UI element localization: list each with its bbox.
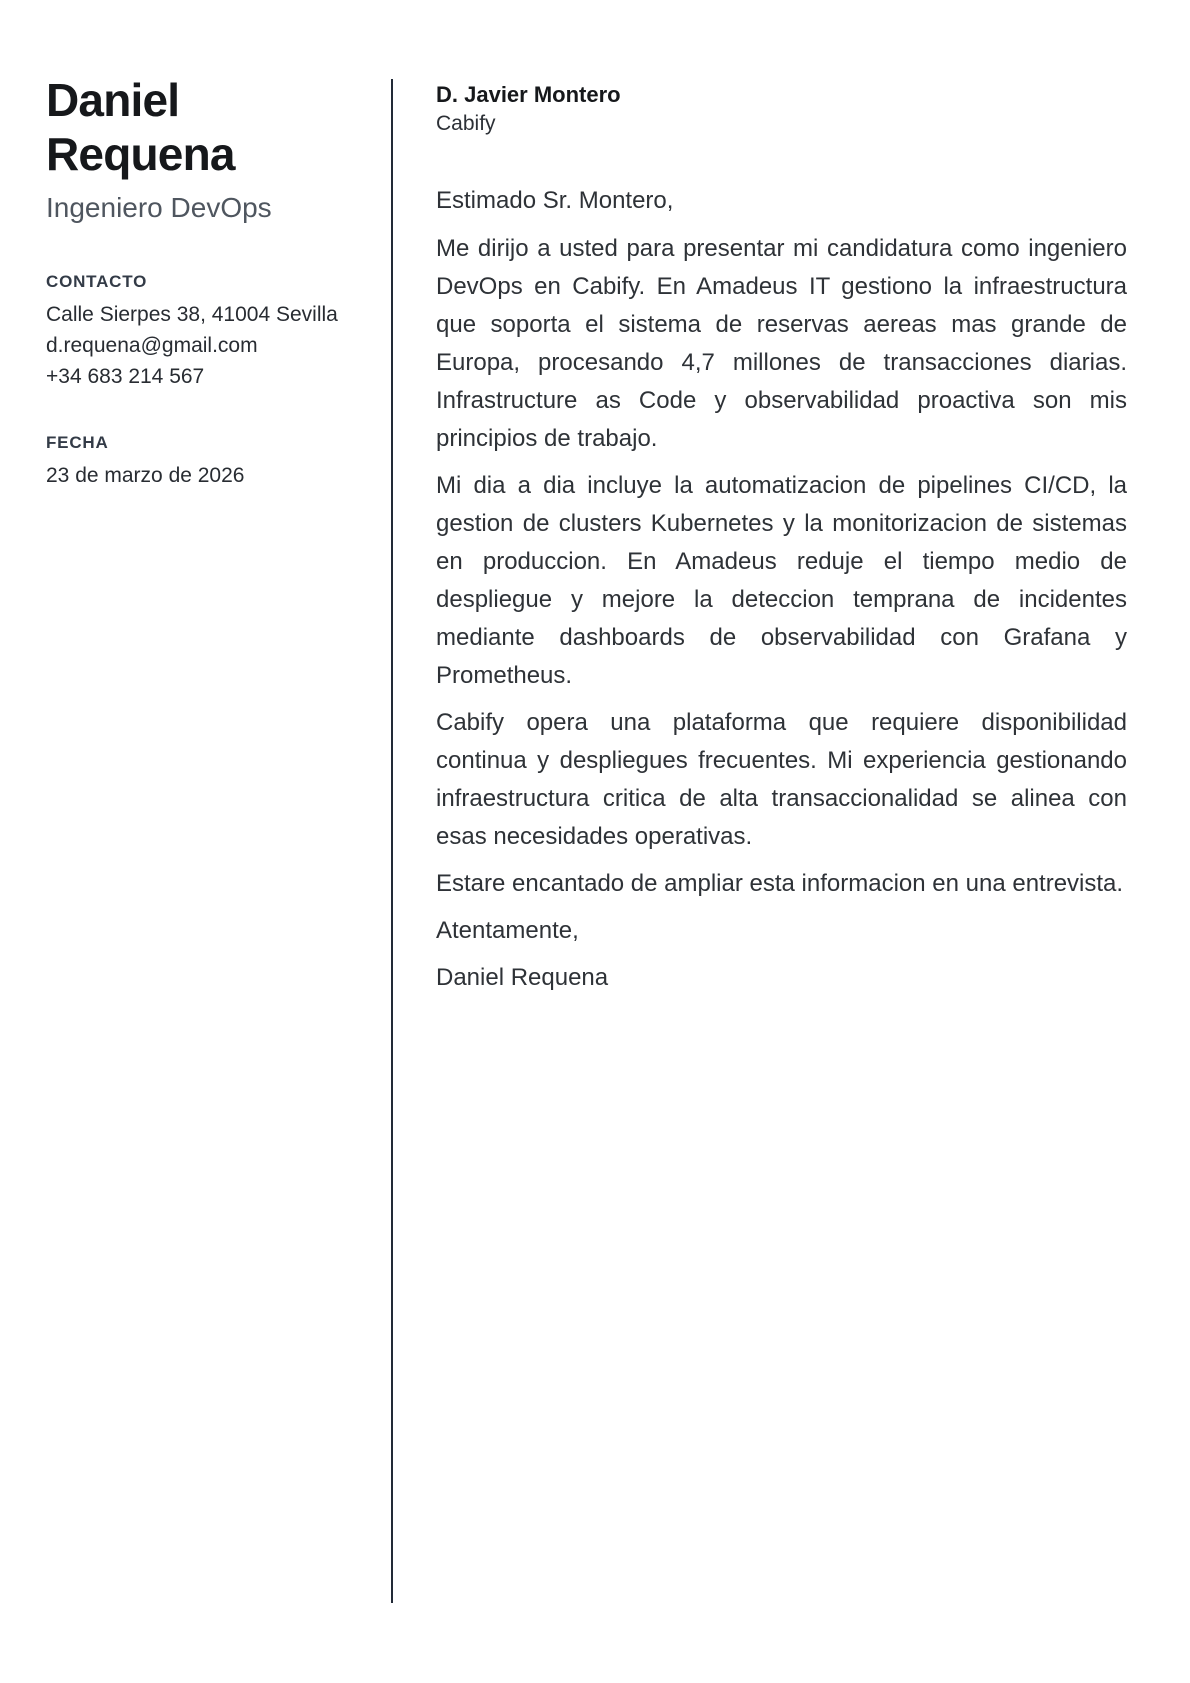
- greeting: Estimado Sr. Montero,: [436, 187, 674, 214]
- contact-email: d.requena@gmail.com: [46, 334, 258, 357]
- vertical-divider: [391, 79, 393, 1603]
- letter-paragraph: Mi dia a dia incluye la automatizacion de pipelines CI/CD, la gestion de clusters Kubernetes y la monitorizacion de sistemas en produccion. En Amadeus reduje el tiempo medio de despliegue y mejore la deteccion temprana de incidentes mediante dashboards de observabilidad con Grafana y Prometheus.: [436, 472, 1127, 689]
- letter-paragraph: Cabify opera una plataforma que requiere disponibilidad continua y despliegues frecuentes. Mi experiencia gestionando infraestructura critica de alta transaccionalidad se alinea con esas necesidades operativas.: [436, 709, 1127, 850]
- contact-phone: +34 683 214 567: [46, 365, 205, 388]
- sidebar: [46, 73, 348, 491]
- letter-paragraph: Estare encantado de ampliar esta informacion en una entrevista.: [436, 870, 1124, 897]
- date-section: [46, 432, 348, 491]
- date-section-label: FECHA: [46, 433, 109, 452]
- recipient-name: D. Javier Montero: [436, 82, 621, 107]
- letter-paragraph: Me dirijo a usted para presentar mi candidatura como ingeniero DevOps en Cabify. En Amadeus IT gestiono la infraestructura que soporta el sistema de reservas aereas mas grande de Europa, procesando 4,7 millones de transacciones diarias. Infrastructure as Code y observabilidad proactiva son mis principios de trabajo.: [436, 235, 1127, 452]
- date-value: 23 de marzo de 2026: [46, 464, 245, 487]
- contact-section-label: CONTACTO: [46, 272, 148, 291]
- closing: Atentamente,: [436, 917, 579, 944]
- contact-address: Calle Sierpes 38, 41004 Sevilla: [46, 303, 338, 326]
- signature: Daniel Requena: [436, 964, 609, 991]
- applicant-name: Daniel Requena: [46, 74, 235, 180]
- contact-section: [46, 271, 348, 392]
- applicant-title: Ingeniero DevOps: [46, 192, 272, 223]
- letter-body: [436, 230, 1127, 903]
- letter-content: [436, 81, 1127, 1006]
- recipient-company: Cabify: [436, 112, 496, 135]
